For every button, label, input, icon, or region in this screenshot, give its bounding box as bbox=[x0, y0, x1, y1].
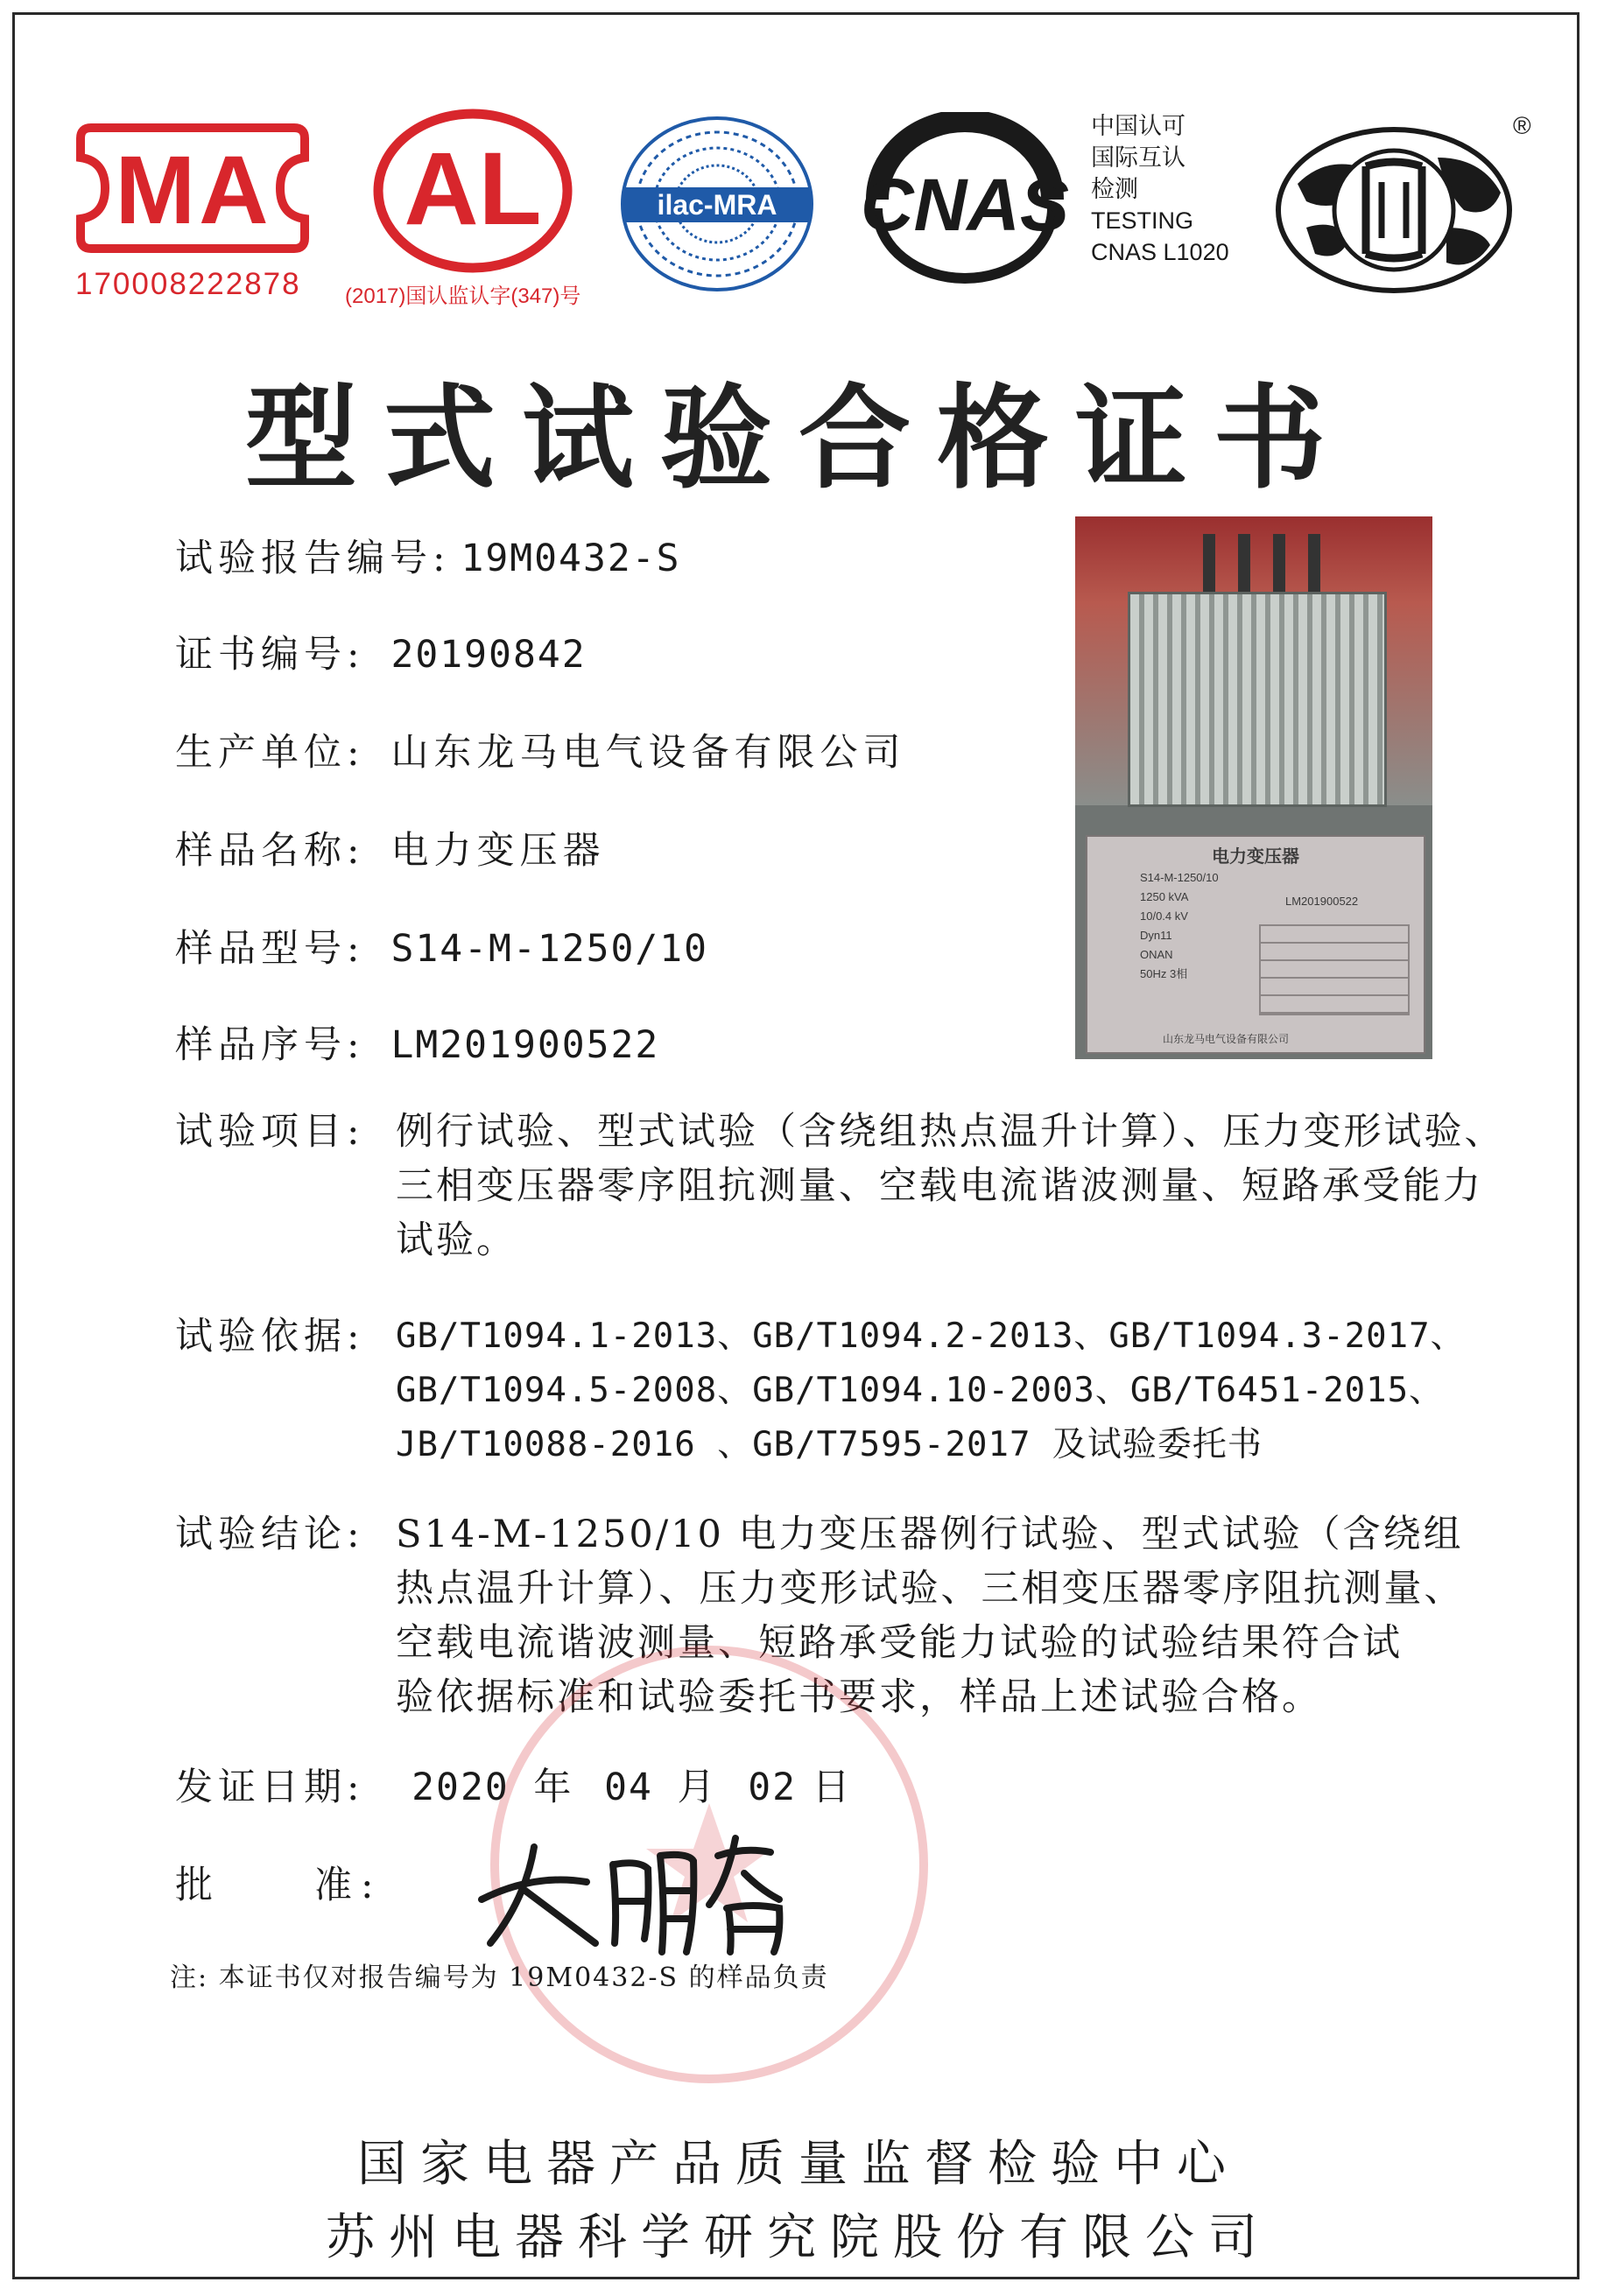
conclusion-line: 空载电流谐波测量、短路承受能力试验的试验结果符合试 bbox=[396, 1621, 1403, 1665]
registered-mark: ® bbox=[1513, 112, 1531, 139]
nameplate-title: 电力变压器 bbox=[1212, 847, 1299, 867]
issuer-line-2: 苏州电器科学研究院股份有限公司 bbox=[326, 2209, 1271, 2266]
nameplate-serial: LM201900522 bbox=[1285, 895, 1359, 908]
certificate-note: 注: 本证书仅对报告编号为 19M0432-S 的样品负责 bbox=[170, 1962, 829, 1993]
nameplate-line: S14-M-1250/10 bbox=[1140, 871, 1219, 884]
ilac-mra-logo bbox=[618, 114, 816, 294]
nameplate-line: 1250 kVA bbox=[1140, 890, 1189, 903]
issue-date-label: 发证日期: bbox=[175, 1766, 365, 1809]
field-label: 样品名称: bbox=[175, 829, 365, 873]
nameplate-line: Dyn11 bbox=[1140, 929, 1172, 942]
field-value: 20190842 bbox=[390, 633, 587, 677]
conclusion-line: 验依据标准和试验委托书要求，样品上述试验合格。 bbox=[396, 1675, 1322, 1719]
field-sample-model bbox=[175, 919, 708, 972]
field-manufacturer bbox=[175, 723, 906, 776]
field-label: 证书编号: bbox=[175, 633, 365, 677]
test-items-line: 试验。 bbox=[396, 1218, 517, 1262]
field-label: 样品序号: bbox=[175, 1023, 365, 1067]
nameplate-line: ONAN bbox=[1140, 948, 1173, 961]
nameplate-line: 10/0.4 kV bbox=[1140, 909, 1188, 923]
test-basis-line: JB/T10088-2016 、GB/T7595-2017 及试验委托书 bbox=[396, 1425, 1263, 1464]
field-label: 试验报告编号: bbox=[175, 537, 451, 580]
nameplate-specs bbox=[1140, 868, 1219, 984]
transformer-bushings bbox=[1180, 534, 1338, 592]
issue-day: 02 bbox=[748, 1766, 797, 1809]
issue-month: 04 bbox=[604, 1766, 653, 1809]
test-basis-text bbox=[396, 1309, 1560, 1472]
test-basis-section bbox=[175, 1309, 1558, 1476]
cal-logo bbox=[368, 103, 578, 278]
certificate-title: 型式试验合格证书 bbox=[244, 374, 1352, 504]
nameplate bbox=[1086, 835, 1425, 1054]
conclusion-line: 热点温升计算）、压力变形试验、三相变压器零序阻抗测量、 bbox=[396, 1567, 1465, 1611]
cnas-caption-line: 检测 bbox=[1091, 176, 1138, 202]
approval-row bbox=[175, 1856, 383, 1909]
field-label: 样品型号: bbox=[175, 927, 365, 971]
field-value: LM201900522 bbox=[390, 1023, 660, 1067]
nameplate-maker: 山东龙马电气设备有限公司 bbox=[1163, 1033, 1290, 1045]
test-items-text bbox=[396, 1105, 1560, 1267]
cma-number: 170008222878 bbox=[75, 267, 301, 301]
issue-year-unit: 年 bbox=[533, 1766, 577, 1809]
product-photo bbox=[1075, 516, 1432, 1059]
test-items-section bbox=[175, 1105, 1558, 1271]
nameplate-line: 50Hz 3相 bbox=[1140, 967, 1188, 980]
test-items-line: 三相变压器零序阻抗测量、空载电流谐波测量、短路承受能力 bbox=[396, 1164, 1483, 1208]
field-label: 生产单位: bbox=[175, 731, 365, 775]
handwritten-signature bbox=[464, 1821, 832, 1961]
cqc-logo bbox=[1271, 112, 1534, 298]
cnas-logo-text: CNAS bbox=[860, 164, 1069, 246]
cma-logo-text: MA bbox=[115, 137, 272, 244]
issuer-line-1: 国家电器产品质量监督检验中心 bbox=[357, 2136, 1240, 2193]
cnas-caption-line: CNAS L1020 bbox=[1091, 239, 1229, 265]
cal-number: (2017)国认监认字(347)号 bbox=[345, 284, 581, 308]
conclusion-label: 试验结论: bbox=[175, 1513, 365, 1556]
field-value: 19M0432-S bbox=[461, 537, 681, 580]
cnas-logo bbox=[851, 112, 1079, 287]
approval-label: 批 准: bbox=[175, 1864, 383, 1907]
globe-seal-icon bbox=[1271, 123, 1534, 298]
issue-month-unit: 月 bbox=[677, 1766, 721, 1809]
cnas-caption-line: 中国认可 bbox=[1091, 113, 1185, 139]
field-value: 山东龙马电气设备有限公司 bbox=[390, 731, 906, 775]
transformer-body bbox=[1128, 592, 1387, 807]
issue-year: 2020 bbox=[412, 1766, 510, 1809]
conclusion-line: S14-M-1250/10 电力变压器例行试验、型式试验（含绕组 bbox=[396, 1513, 1464, 1556]
field-sample-name bbox=[175, 821, 606, 874]
ilac-logo-text: ilac-MRA bbox=[657, 189, 777, 221]
issue-date-row bbox=[175, 1758, 855, 1811]
test-basis-line: GB/T1094.5-2008、GB/T1094.10-2003、GB/T6451-2015、 bbox=[396, 1371, 1445, 1410]
test-items-line: 例行试验、型式试验（含绕组热点温升计算）、压力变形试验、 bbox=[396, 1110, 1505, 1154]
field-cert-no bbox=[175, 625, 587, 678]
field-value: S14-M-1250/10 bbox=[390, 927, 709, 971]
cma-logo bbox=[74, 123, 312, 254]
signature-icon bbox=[464, 1821, 832, 1961]
issue-day-unit: 日 bbox=[812, 1766, 855, 1809]
test-basis-label: 试验依据: bbox=[175, 1315, 365, 1359]
field-value: 电力变压器 bbox=[390, 829, 606, 873]
cal-logo-text: AL bbox=[404, 131, 542, 247]
field-report-no bbox=[175, 529, 681, 582]
test-basis-line: GB/T1094.1-2013、GB/T1094.2-2013、GB/T1094.3-2017、 bbox=[396, 1317, 1466, 1356]
field-sample-serial bbox=[175, 1015, 659, 1069]
cnas-caption-line: 国际互认 bbox=[1091, 144, 1185, 171]
nameplate-table bbox=[1259, 924, 1410, 1015]
cnas-caption bbox=[1091, 110, 1229, 268]
cnas-caption-line: TESTING bbox=[1091, 207, 1194, 234]
test-items-label: 试验项目: bbox=[175, 1110, 365, 1154]
